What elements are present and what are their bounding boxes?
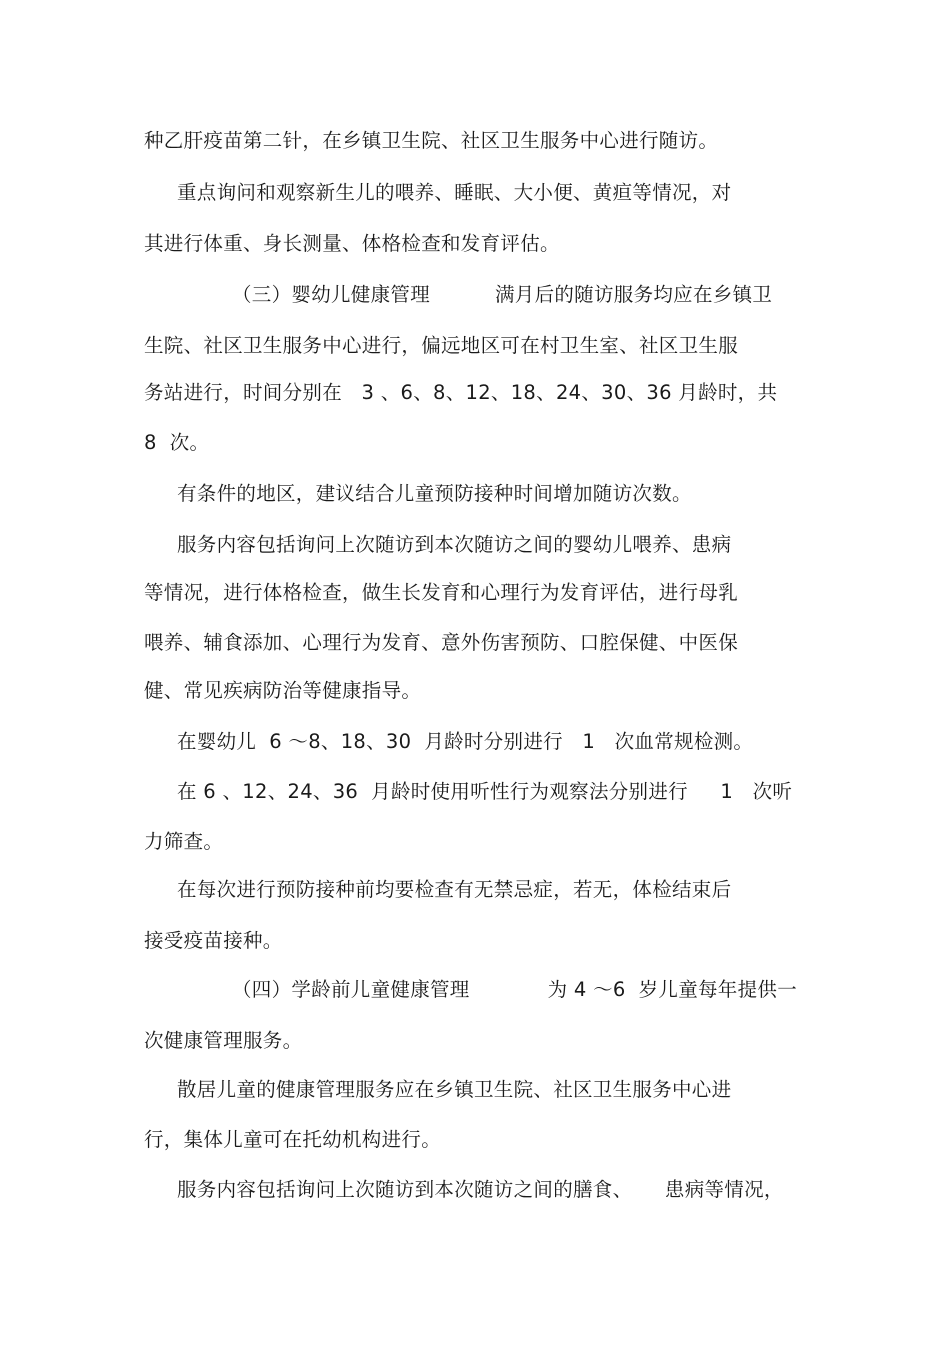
- text-line: 生院、社区卫生服务中心进行，偏远地区可在村卫生室、社区卫生服: [144, 334, 739, 357]
- text-line: 在婴幼儿 6 ～8、18、30 月龄时分别进行 1 次血常规检测。: [177, 730, 754, 753]
- text-line: 行，集体儿童可在托幼机构进行。: [144, 1128, 442, 1151]
- text-line: 服务内容包括询问上次随访到本次随访之间的膳食、 患病等情况，: [177, 1178, 784, 1201]
- text-line: 散居儿童的健康管理服务应在乡镇卫生院、社区卫生服务中心进: [177, 1078, 732, 1101]
- text-line: 服务内容包括询问上次随访到本次随访之间的婴幼儿喂养、患病: [177, 533, 732, 556]
- text-line: 种乙肝疫苗第二针，在乡镇卫生院、社区卫生服务中心进行随访。: [144, 129, 719, 152]
- text-line: 在每次进行预防接种前均要检查有无禁忌症，若无，体检结束后: [177, 878, 732, 901]
- section-heading-line: （三）婴幼儿健康管理 满月后的随访服务均应在乡镇卫: [232, 283, 773, 306]
- text-line: 力筛查。: [144, 830, 224, 853]
- text-line: 其进行体重、身长测量、体格检查和发育评估。: [144, 232, 560, 255]
- text-line: 喂养、辅食添加、心理行为发育、意外伤害预防、口腔保健、中医保: [144, 631, 739, 654]
- text-line: 接受疫苗接种。: [144, 929, 283, 952]
- text-line: 8 次。: [144, 431, 210, 454]
- text-line: 次健康管理服务。: [144, 1029, 303, 1052]
- text-line: 有条件的地区，建议结合儿童预防接种时间增加随访次数。: [177, 482, 692, 505]
- text-line: 健、常见疾病防治等健康指导。: [144, 679, 422, 702]
- text-line: 在 6 、12、24、36 月龄时使用听性行为观察法分别进行 1 次听: [177, 780, 793, 803]
- section-heading-line: （四）学龄前儿童健康管理 为 4 ～6 岁儿童每年提供一: [232, 978, 797, 1001]
- text-line: 务站进行，时间分别在 3 、6、8、12、18、24、30、36 月龄时，共: [144, 381, 778, 404]
- text-line: 重点询问和观察新生儿的喂养、睡眠、大小便、黄疸等情况，对: [177, 181, 732, 204]
- text-line: 等情况，进行体格检查，做生长发育和心理行为发育评估，进行母乳: [144, 581, 739, 604]
